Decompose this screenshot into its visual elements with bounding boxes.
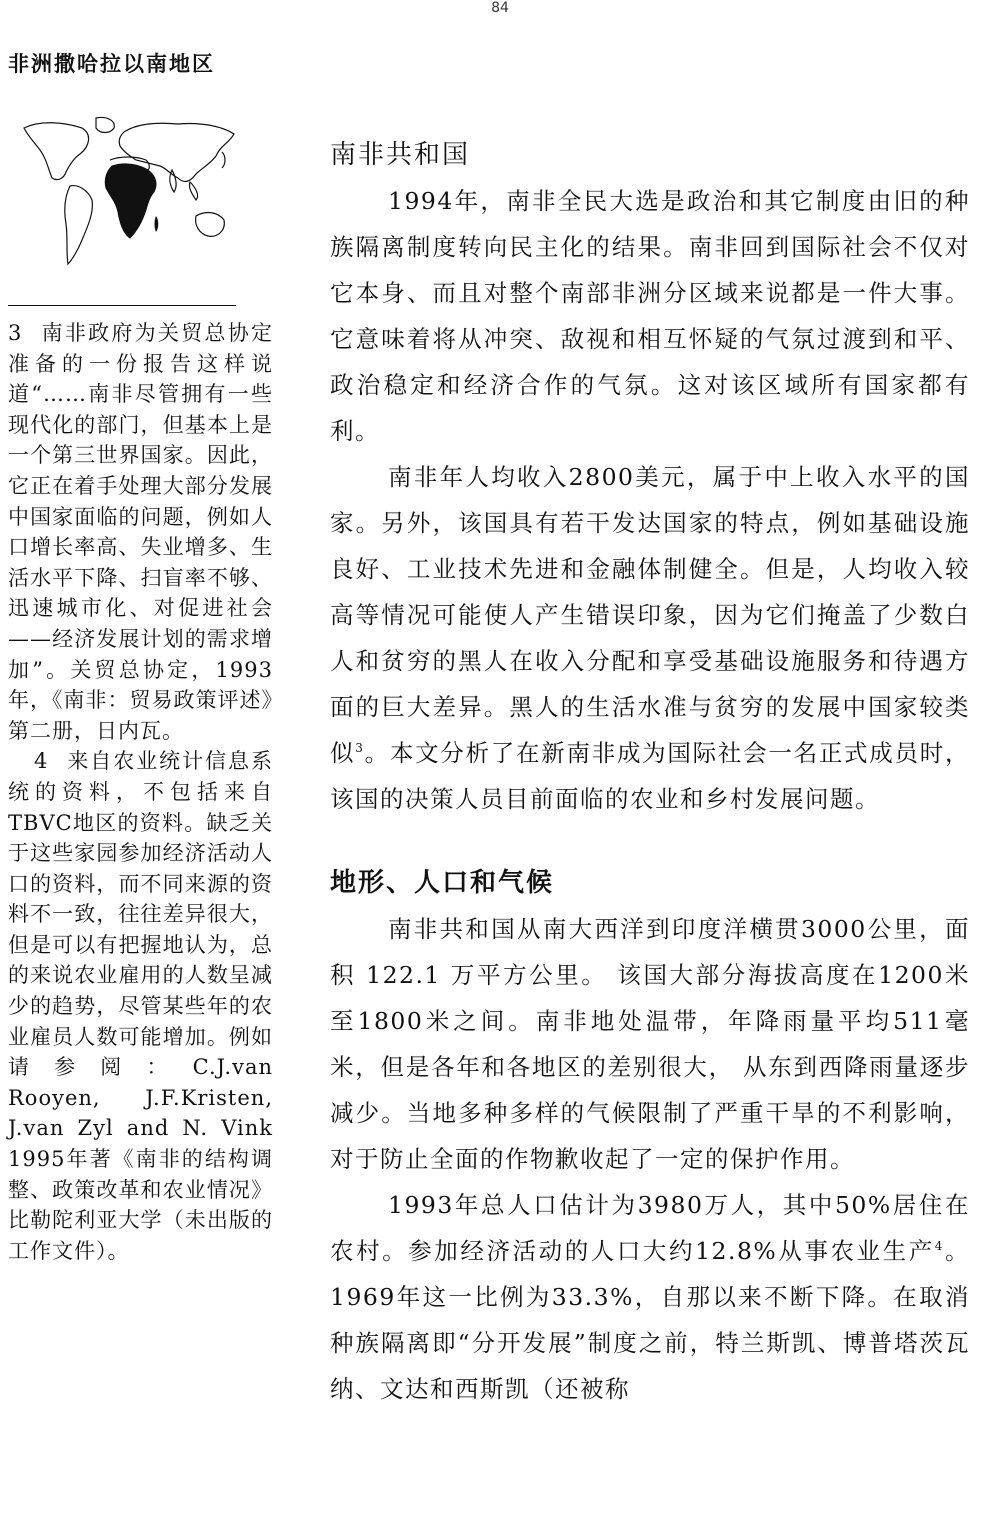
- footnote-text: 来自农业统计信息系统的资料，不包括来自TBVC地区的资料。缺乏关于这些家园参加经济活动人口的资料，而不同来源的资料不一致，往往差异很大，但是可以有把握地认为，总的来说农业雇用的人数呈减少的趋势，尽管某些年的农业雇员人数可能增加。例如请参阅：C.J.van Rooyen, J.F.Kristen, J.van Zyl and N. Vink 1995年著《南非的结构调整、政策改革和农业情况》比勒陀利亚大学（未出版的工作文件）。: [8, 749, 273, 1263]
- footnote-number: 3: [8, 321, 23, 345]
- page-number: 84: [491, 0, 509, 16]
- footnote-text: 南非政府为关贸总协定准备的一份报告这样说道“……南非尽管拥有一些现代化的部门，但基本上是一个第三世界国家。因此，它正在着手处理大部分发展中国家面临的问题，例如人口增长率高、失业增多、生活水平下降、扫盲率不够、迅速城市化、对促进社会——经济发展计划的需求增加”。关贸总协定，1993年，《南非：贸易政策评述》第二册，日内瓦。: [8, 321, 273, 743]
- footnote-divider: [8, 305, 236, 306]
- main-text-column: [330, 132, 970, 1412]
- paragraph: 1994年，南非全民大选是政治和其它制度由旧的种族隔离制度转向民主化的结果。南非回到国际社会不仅对它本身、而且对整个南部非洲分区域来说都是一件大事。它意味着将从冲突、敌视和相互怀疑的气氛过渡到和平、政治稳定和经济合作的气氛。这对该区域所有国家都有利。: [330, 187, 970, 445]
- paragraph: 南非共和国从南大西洋到印度洋横贯3000公里，面积 122.1 万平方公里。 该国大部分海拔高度在1200米至1800米之间。南非地处温带，年降雨量平均511毫米，但是各年和各地区的差别很大， 从东到西降雨量逐步减少。当地多种多样的气候限制了严重干旱的不利影响，对于防止全面的作物歉收起了一定的保护作用。: [330, 915, 970, 1173]
- paragraph: [330, 1182, 970, 1412]
- region-header: 非洲撒哈拉以南地区: [8, 51, 215, 76]
- world-map-africa-icon: [20, 112, 240, 270]
- footnote-4: [8, 746, 273, 1266]
- paragraph-text: 南非年人均收入2800美元，属于中上收入水平的国家。另外，该国具有若干发达国家的特点，例如基础设施良好、工业技术先进和金融体制健全。但是，人均收入较高等情况可能使人产生错误印象，因为它们掩盖了少数白人和贫穷的黑人在收入分配和享受基础设施服务和待遇方面的巨大差异。黑人的生活水准与贫穷的发展中国家较类似: [330, 463, 970, 767]
- footnote-number: 4: [34, 749, 49, 774]
- footnote-ref: 3: [355, 741, 365, 756]
- footnote-3: [8, 318, 273, 746]
- paragraph-text: 。本文分析了在新南非成为国际社会一名正式成员时，该国的决策人员目前面临的农业和乡村发展问题。: [330, 739, 970, 813]
- paragraph: [330, 454, 970, 822]
- paragraph-text: 1993年总人口估计为3980万人，其中50%居住在农村。参加经济活动的人口大约12.8%从事农业生产: [330, 1191, 970, 1265]
- paragraph-text: 。1969年这一比例为33.3%，自那以来不断下降。在取消种族隔离即“分开发展”制度之前，特兰斯凯、博普塔茨瓦纳、文达和西斯凯（还被称: [330, 1237, 970, 1403]
- section-heading: 南非共和国: [330, 140, 471, 170]
- footnotes-column: [8, 318, 273, 1266]
- footnote-ref: 4: [934, 1239, 944, 1254]
- section-heading: 地形、人口和气候: [330, 868, 555, 898]
